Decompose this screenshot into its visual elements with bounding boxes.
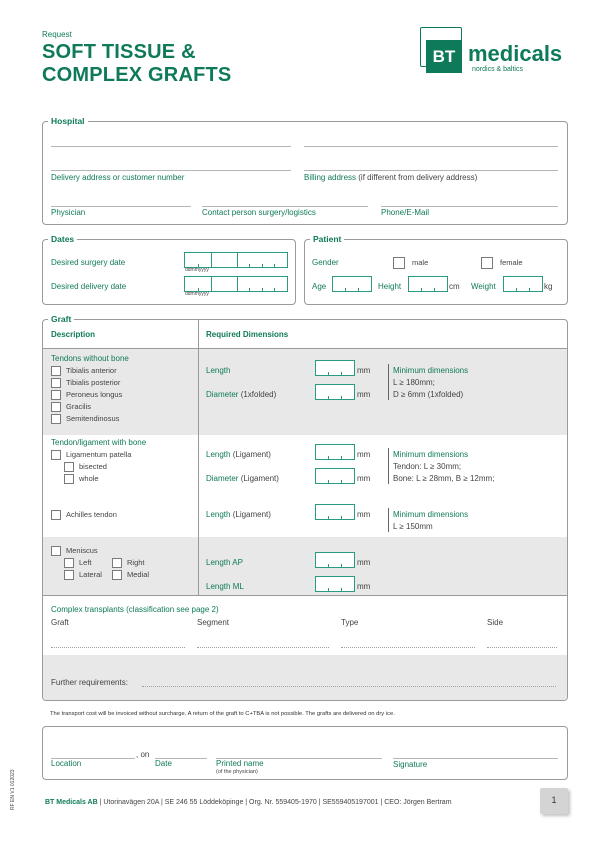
surgery-date-hint: ddmmyyyy (185, 267, 209, 273)
tibialis-anterior-label: Tibialis anterior (66, 366, 117, 375)
bisected-checkbox[interactable] (64, 462, 74, 472)
g3-length-text: Length (206, 510, 231, 519)
gracilis-checkbox[interactable] (51, 402, 61, 412)
g2-diameter-label (206, 474, 279, 483)
transport-notice: The transport cost will be invoiced without surcharge. A return of the graft to C+TBA is not possible. The grafts are delivered on dry ice. (50, 711, 395, 717)
footer-company-info (45, 799, 452, 806)
delivery-line-1 (51, 146, 291, 147)
g1-min-line1: L ≥ 180mm; (393, 378, 435, 387)
further-requirements-label: Further requirements: (51, 678, 128, 687)
dimensions-header: Required Dimensions (206, 330, 289, 339)
ligamentum-patella-checkbox[interactable] (51, 450, 61, 460)
billing-line-1 (304, 146, 558, 147)
delivery-date-label: Desired delivery date (51, 282, 127, 291)
complex-col-side: Side (487, 618, 504, 627)
g1-diameter-unit: mm (357, 390, 371, 399)
female-label: female (500, 258, 523, 267)
printed-name-label: Printed name (216, 759, 264, 768)
bisected-label: bisected (79, 462, 107, 471)
complex-transplants-title: Complex transplants (classification see page 2) (51, 605, 219, 614)
lateral-checkbox[interactable] (64, 570, 74, 580)
meniscus-label: Meniscus (66, 546, 98, 555)
tibialis-posterior-label: Tibialis posterior (66, 378, 121, 387)
achilles-tendon-label: Achilles tendon (66, 510, 117, 519)
whole-label: whole (79, 474, 99, 483)
weight-input[interactable] (503, 276, 543, 292)
g2-min-title: Minimum dimensions (393, 450, 469, 459)
patient-section (304, 239, 568, 305)
physician-label: Physician (51, 208, 86, 217)
further-requirements-line[interactable] (142, 686, 556, 687)
g1-min-title: Minimum dimensions (393, 366, 469, 375)
weight-unit: kg (544, 282, 553, 291)
contact-line (202, 206, 368, 207)
dates-section (42, 239, 296, 305)
ligamentum-patella-label: Ligamentum patella (66, 450, 132, 459)
g1-length-unit: mm (357, 366, 371, 375)
dates-title: Dates (48, 234, 77, 244)
length-ml-label: Length ML (206, 582, 244, 591)
printed-name-note: (of the physician) (216, 769, 258, 775)
height-label: Height (378, 282, 402, 291)
tendon-with-bone-title: Tendon/ligament with bone (51, 438, 147, 447)
tibialis-anterior-checkbox[interactable] (51, 366, 61, 376)
whole-checkbox[interactable] (64, 474, 74, 484)
delivery-date-hint: ddmmyyyy (185, 291, 209, 297)
billing-label: Billing address (304, 173, 357, 182)
height-input[interactable] (408, 276, 448, 292)
g3-min-title: Minimum dimensions (393, 510, 469, 519)
g2-diameter-note: (Ligament) (240, 474, 279, 483)
billing-line-2 (304, 170, 558, 171)
male-label: male (412, 258, 429, 267)
length-ml-unit: mm (357, 582, 371, 591)
company-logo (420, 27, 570, 75)
achilles-tendon-checkbox[interactable] (51, 510, 61, 520)
gracilis-label: Gracilis (66, 402, 92, 411)
column-divider (198, 320, 199, 595)
logo-subtitle: nordics & baltics (472, 66, 523, 73)
g1-min-bar (388, 364, 389, 400)
graft-section (42, 319, 568, 701)
g1-diameter-input[interactable] (315, 384, 355, 400)
length-ml-input[interactable] (315, 576, 355, 592)
g3-min-bar (388, 508, 389, 532)
surgery-date-input[interactable] (184, 252, 288, 268)
g2-length-text: Length (206, 450, 231, 459)
g2-diameter-unit: mm (357, 474, 371, 483)
g2-min-line1: Tendon: L ≥ 30mm; (393, 462, 462, 471)
on-label: , on (136, 750, 150, 759)
g3-length-label (206, 510, 271, 519)
page-title-line2: COMPLEX GRAFTS (42, 64, 232, 86)
request-label: Request (42, 30, 72, 39)
billing-note: (if different from delivery address) (358, 173, 478, 182)
g3-length-input[interactable] (315, 504, 355, 520)
physician-line (51, 206, 191, 207)
g2-length-label (206, 450, 271, 459)
g2-min-line2: Bone: L ≥ 28mm, B ≥ 12mm; (393, 474, 495, 483)
g2-diameter-text: Diameter (206, 474, 239, 483)
height-unit: cm (449, 282, 460, 291)
medial-checkbox[interactable] (112, 570, 122, 580)
right-label: Right (127, 558, 145, 567)
age-input[interactable] (332, 276, 372, 292)
delivery-line-2 (51, 170, 291, 171)
g1-diameter-text: Diameter (206, 390, 239, 399)
phone-email-label: Phone/E-Mail (381, 208, 430, 217)
meniscus-checkbox[interactable] (51, 546, 61, 556)
tendons-without-bone-title: Tendons without bone (51, 354, 129, 363)
complex-col-graft: Graft (51, 618, 69, 627)
signature-section (42, 726, 568, 780)
left-label: Left (79, 558, 92, 567)
description-header: Description (51, 330, 96, 339)
peroneus-longus-label: Peroneus longus (66, 390, 123, 399)
length-ap-label: Length AP (206, 558, 243, 567)
hospital-title: Hospital (48, 116, 88, 126)
logo-mark: BT (426, 40, 462, 73)
g1-length-input[interactable] (315, 360, 355, 376)
page-title-line1: SOFT TISSUE & (42, 41, 196, 63)
g1-diameter-label (206, 390, 276, 399)
complex-type-line[interactable] (341, 647, 475, 648)
phone-line (381, 206, 558, 207)
g3-length-note: (Ligament) (232, 510, 271, 519)
signature-label: Signature (393, 760, 428, 769)
female-checkbox[interactable] (481, 257, 493, 269)
g3-length-unit: mm (357, 510, 371, 519)
complex-segment-line[interactable] (197, 647, 329, 648)
delivery-date-input[interactable] (184, 276, 288, 292)
lateral-label: Lateral (79, 570, 102, 579)
patient-title: Patient (310, 234, 344, 244)
g3-min-line1: L ≥ 150mm (393, 522, 433, 531)
page-number: 1 (551, 795, 557, 805)
g1-diameter-note: (1xfolded) (240, 390, 277, 399)
g2-min-bar (388, 448, 389, 484)
age-label: Age (312, 282, 327, 291)
footer-details: | Utorinavägen 20A | SE 246 55 Löddeköpinge | Org. Nr. 559405-1970 | SE559405197001 | CEO: Jörgen Bertram (97, 799, 452, 806)
footer-company: BT Medicals AB (45, 799, 98, 806)
right-checkbox[interactable] (112, 558, 122, 568)
complex-graft-line[interactable] (51, 647, 185, 648)
location-label: Location (51, 759, 82, 768)
male-checkbox[interactable] (393, 257, 405, 269)
g2-length-unit: mm (357, 450, 371, 459)
length-ap-input[interactable] (315, 552, 355, 568)
semitendinosus-label: Semitendinosus (66, 414, 120, 423)
delivery-address-label: Delivery address or customer number (51, 173, 185, 182)
complex-col-segment: Segment (197, 618, 230, 627)
tibialis-posterior-checkbox[interactable] (51, 378, 61, 388)
graft-title: Graft (48, 314, 74, 324)
medial-label: Medial (127, 570, 150, 579)
page-number-badge (540, 788, 568, 814)
billing-address-label (304, 173, 477, 182)
g2-diameter-input[interactable] (315, 468, 355, 484)
weight-label: Weight (471, 282, 496, 291)
gender-label: Gender (312, 258, 339, 267)
g1-min-line2: D ≥ 6mm (1xfolded) (393, 390, 464, 399)
length-ap-unit: mm (357, 558, 371, 567)
row-divider-1 (43, 348, 567, 349)
peroneus-longus-checkbox[interactable] (51, 390, 61, 400)
signature-line[interactable] (393, 758, 558, 759)
form-code: RF EN V1 012023 (10, 769, 16, 810)
left-checkbox[interactable] (64, 558, 74, 568)
semitendinosus-checkbox[interactable] (51, 414, 61, 424)
date-label: Date (155, 759, 172, 768)
logo-name: medicals (468, 41, 563, 66)
g2-length-input[interactable] (315, 444, 355, 460)
g1-length-label: Length (206, 366, 231, 375)
g2-length-note: (Ligament) (232, 450, 271, 459)
row-divider-2 (43, 595, 567, 596)
contact-label: Contact person surgery/logistics (202, 208, 316, 217)
complex-side-line[interactable] (487, 647, 557, 648)
complex-col-type: Type (341, 618, 359, 627)
surgery-date-label: Desired surgery date (51, 258, 126, 267)
